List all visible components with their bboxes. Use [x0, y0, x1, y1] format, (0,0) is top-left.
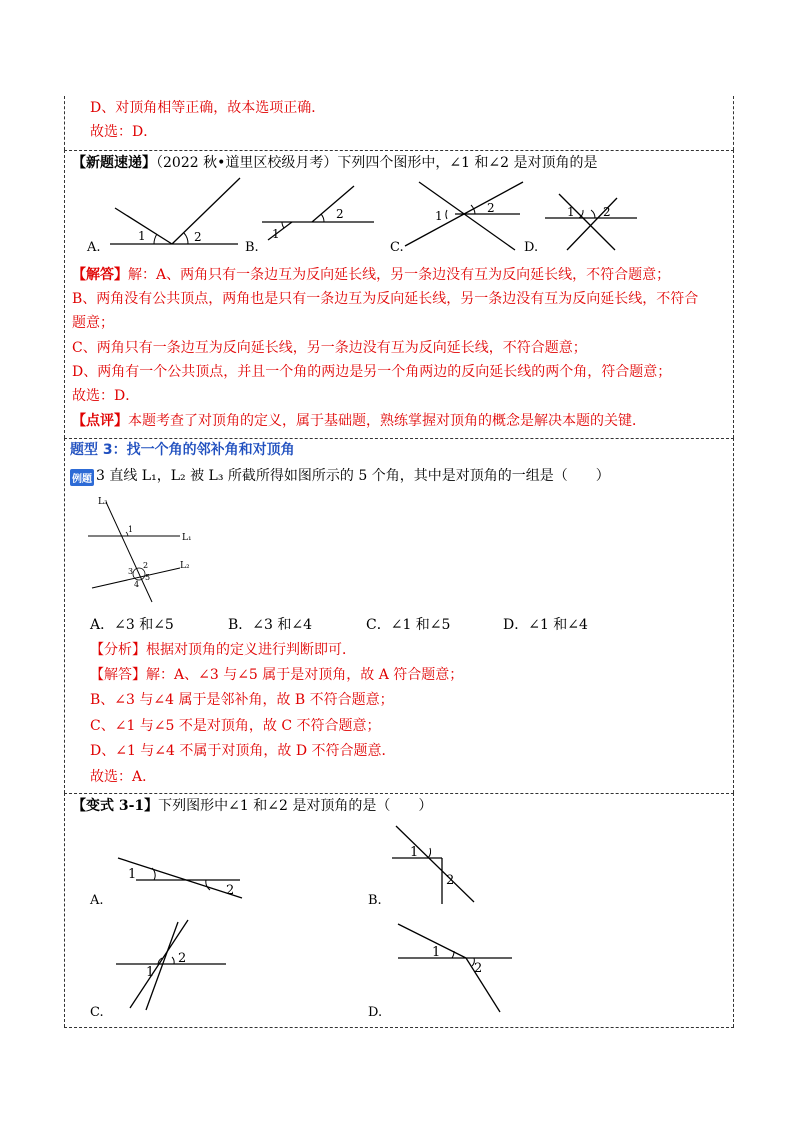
- example-figure: [88, 492, 203, 612]
- problem1-option-d[interactable]: D.: [524, 240, 539, 255]
- label-angle-1: 1: [128, 525, 134, 534]
- problem1-figure-c: [405, 176, 535, 256]
- variant-figure-b: [392, 824, 482, 908]
- variant-option-c[interactable]: C.: [90, 1005, 104, 1020]
- variant-d-label-2: 2: [474, 961, 483, 976]
- problem1-option-b[interactable]: B.: [245, 240, 259, 255]
- variant-header: [72, 796, 432, 816]
- variant-tag: 【变式 3-1】: [72, 798, 159, 814]
- fig-d-label-1: 1: [567, 205, 575, 219]
- variant-c-label-1: 1: [146, 965, 155, 980]
- label-L3: L₃: [98, 497, 108, 507]
- label-angle-2: 2: [143, 561, 149, 570]
- example-badge: 例题: [70, 469, 94, 486]
- example-option-a[interactable]: A．∠3 和∠5: [90, 617, 174, 633]
- problem1-option-a[interactable]: A.: [87, 240, 101, 255]
- fig-c-label-1: 1: [435, 209, 443, 223]
- label-L1: L₁: [182, 533, 192, 543]
- problem1-header: [72, 153, 598, 173]
- variant-option-d[interactable]: D.: [368, 1005, 383, 1020]
- fig-a-label-2: 2: [194, 230, 202, 244]
- problem1-solution-line4: C、两角只有一条边互为反向延长线，另一条边没有互为反向延长线，不符合题意；: [72, 340, 587, 356]
- problem1-option-c[interactable]: C.: [390, 240, 404, 255]
- variant-c-label-2: 2: [178, 951, 187, 966]
- example-solution-2: B、∠3 与∠4 属于是邻补角，故 B 不符合题意；: [90, 692, 394, 708]
- variant-figure-d: [394, 922, 516, 1016]
- variant-option-a[interactable]: A.: [90, 893, 104, 908]
- fig-d-label-2: 2: [603, 205, 611, 219]
- fig-c-label-2: 2: [487, 201, 495, 215]
- variant-question: 下列图形中∠1 和∠2 是对顶角的是（ ）: [158, 798, 433, 814]
- label-angle-3: 3: [128, 567, 134, 576]
- example-solution-3: C、∠1 与∠5 不是对顶角，故 C 不符合题意；: [90, 718, 381, 734]
- problem1-source: （2022 秋•道里区校级月考）: [156, 155, 338, 171]
- fig-a-label-1: 1: [138, 229, 146, 243]
- problem1-solution-line6: 故选：D．: [72, 388, 140, 404]
- example-answer: 故选：A．: [90, 769, 157, 785]
- variant-figure-c: [116, 918, 228, 1014]
- fig-b-label-2: 2: [336, 207, 344, 221]
- variant-figure-a: [118, 852, 248, 904]
- example-option-b[interactable]: B．∠3 和∠4: [228, 617, 313, 633]
- example-question: 3 直线 L₁，L₂ 被 L₃ 所截所得如图所示的 5 个角，其中是对顶角的一组是（ ）: [96, 468, 610, 484]
- label-angle-5: 5: [145, 573, 151, 582]
- problem1-solution-line5: D、两角有一个公共顶点，并且一个角的两边是另一个角两边的反向延长线的两个角，符合题意；: [72, 364, 672, 380]
- label-angle-4: 4: [134, 580, 140, 589]
- example-option-d[interactable]: D．∠1 和∠4: [503, 617, 588, 633]
- problem1-comment: [72, 411, 646, 431]
- variant-b-label-2: 2: [446, 873, 455, 888]
- problem1-figure-b: [262, 184, 382, 244]
- problem1-solution-line1: [72, 265, 670, 285]
- comment-text: 本题考查了对顶角的定义，属于基础题，熟练掌握对顶角的概念是解决本题的关键．: [128, 413, 646, 429]
- label-L2: L₂: [180, 561, 190, 571]
- comment-tag: 【点评】: [72, 413, 128, 429]
- section3-title: 题型 3：找一个角的邻补角和对顶角: [70, 442, 295, 458]
- problem1-figure-d: [545, 190, 640, 260]
- fig-b-label-1: 1: [272, 227, 280, 241]
- variant-a-label-2: 2: [226, 883, 235, 898]
- example-solution-4: D、∠1 与∠4 不属于对顶角，故 D 不符合题意．: [90, 743, 396, 759]
- prev-solution-line-d: D、对顶角相等正确，故本选项正确．: [90, 100, 326, 116]
- variant-d-label-1: 1: [432, 945, 441, 960]
- problem1-solution-line3: 题意；: [72, 315, 114, 331]
- solution-text-1: 解：A、两角只有一条边互为反向延长线，另一条边没有互为反向延长线，不符合题意；: [128, 267, 671, 283]
- example-solution-1: 【解答】解：A、∠3 与∠5 属于是对顶角，故 A 符合题意；: [90, 667, 464, 683]
- example-analysis: 【分析】根据对顶角的定义进行判断即可．: [90, 642, 356, 658]
- variant-a-label-1: 1: [128, 867, 137, 882]
- example-option-c[interactable]: C．∠1 和∠5: [366, 617, 451, 633]
- problem1-solution-line2: B、两角没有公共顶点，两角也是只有一条边互为反向延长线，另一条边没有互为反向延长线，不符合: [72, 291, 699, 307]
- prev-answer: 故选：D．: [90, 124, 158, 140]
- divider-4: [64, 1027, 734, 1028]
- problem1-figure-a: [110, 176, 250, 256]
- variant-b-label-1: 1: [410, 845, 419, 860]
- variant-option-b[interactable]: B.: [368, 893, 382, 908]
- solution-tag: 【解答】: [72, 267, 128, 283]
- problem1-question: 下列四个图形中，∠1 和∠2 是对顶角的是: [337, 155, 598, 171]
- problem1-tag: 【新题速递】: [72, 155, 156, 171]
